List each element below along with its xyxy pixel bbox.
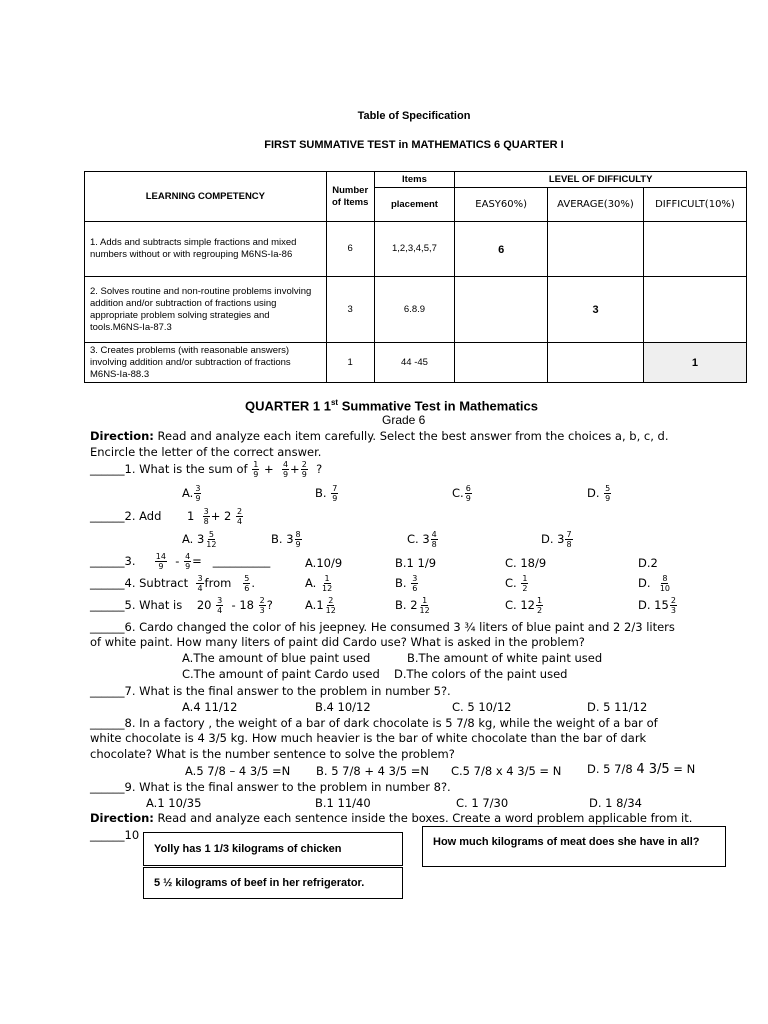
- question-2: ______2. Add 1 $\frac{3}{8}$ + 2 $\frac{2}{4}$: [90, 507, 243, 526]
- table-row: [85, 222, 747, 277]
- test-title: QUARTER 1 1st Summative Test in Mathematics: [245, 398, 538, 414]
- option-c[interactable]: C. $\frac{6}{9}$: [452, 484, 471, 503]
- option-b[interactable]: B. 5 7/8 + 4 3/5 =N: [316, 764, 430, 778]
- answer-blank[interactable]: ______: [90, 462, 125, 476]
- option-d[interactable]: D. 1 8/34: [589, 796, 642, 810]
- row-average: 3: [548, 277, 644, 343]
- direction-text: Direction: Read and analyze each item carefully. Select the best answer from the choices a, b, c, d.: [90, 429, 669, 443]
- question-8-cont2: chocolate? What is the number sentence to solve the problem?: [90, 747, 455, 761]
- fraction: $\frac{4}{9}$: [282, 460, 289, 479]
- option-b[interactable]: B.4 10/12: [315, 700, 371, 714]
- row-difficult: [643, 277, 746, 343]
- header-easy: EASY60%): [455, 188, 548, 222]
- prompt-box-3: 5 ½ kilograms of beef in her refrigerator.: [143, 867, 403, 899]
- option-b[interactable]: B.The amount of white paint used: [407, 651, 603, 665]
- row-average: [548, 222, 644, 277]
- option-b[interactable]: B.1 11/40: [315, 796, 371, 810]
- question-8-cont: white chocolate is 4 3/5 kg. How much heavier is the bar of white chocolate than the bar of dark: [90, 731, 647, 745]
- option-a[interactable]: A. $\frac{3}{9}$: [182, 484, 201, 503]
- answer-blank[interactable]: ______: [90, 620, 125, 634]
- option-b[interactable]: B. $\frac{7}{9}$: [315, 484, 338, 503]
- question-6-cont: of white paint. How many liters of paint did Cardo use? What is asked in the problem?: [90, 635, 585, 649]
- question-10: ______10: [90, 828, 140, 842]
- option-b[interactable]: B.1 1/9: [395, 556, 437, 570]
- option-d[interactable]: D. 5 11/12: [587, 700, 648, 714]
- answer-blank[interactable]: ______: [90, 780, 125, 794]
- question-4: ______4. Subtract $\frac{3}{4}$ from $\frac{5}{6}$ .: [90, 574, 256, 593]
- option-c[interactable]: C. 12 $\frac{1}{2}$: [505, 596, 543, 615]
- option-c[interactable]: C. 1 7/30: [456, 796, 509, 810]
- option-a[interactable]: A.1 10/35: [146, 796, 202, 810]
- row-number: 6: [326, 222, 374, 277]
- row-easy: [455, 343, 548, 383]
- header-placement: placement: [374, 188, 455, 222]
- direction-2-text: Direction: Read and analyze each sentence inside the boxes. Create a word problem applicable from it.: [90, 811, 693, 825]
- question-1: ______1. What is the sum of $\frac{1}{9}$ + $\frac{4}{9}$ + $\frac{2}{9}$ ?: [90, 460, 323, 479]
- answer-blank[interactable]: ______: [90, 716, 125, 730]
- table-row: [85, 277, 747, 343]
- header-difficult: DIFFICULT(10%): [643, 188, 746, 222]
- answer-blank[interactable]: ______: [90, 684, 125, 698]
- question-8: ______8. In a factory , the weight of a bar of dark chocolate is 5 7/8 kg, while the weight of a bar of: [90, 716, 658, 730]
- header-average: AVERAGE(30%): [548, 188, 644, 222]
- answer-blank[interactable]: ______: [90, 598, 125, 612]
- row-easy: [455, 277, 548, 343]
- prompt-box-2: How much kilograms of meat does she have in all?: [422, 826, 726, 867]
- row-difficult: 1: [643, 343, 746, 383]
- option-d[interactable]: D. 3 $\frac{7}{8}$: [541, 530, 572, 549]
- option-a[interactable]: A.The amount of blue paint used: [182, 651, 371, 665]
- specification-table: [84, 171, 747, 383]
- row-competency: 2. Solves routine and non-routine problems involving addition and/or subtraction of fractions using appropriate problem solving strategies and tools.M6NS-Ia-87.3: [85, 277, 327, 343]
- option-c[interactable]: C. 5 10/12: [452, 700, 512, 714]
- fraction: $\frac{2}{9}$: [301, 460, 307, 479]
- option-a[interactable]: A.1 $\frac{2}{12}$: [305, 596, 336, 615]
- row-number: 3: [326, 277, 374, 343]
- option-c[interactable]: C. 3 $\frac{4}{8}$: [407, 530, 437, 549]
- option-c[interactable]: C.The amount of paint Cardo used: [182, 667, 380, 681]
- option-d[interactable]: D.2: [638, 556, 658, 570]
- option-b[interactable]: B. 3 $\frac{8}{9}$: [271, 530, 301, 549]
- question-6: ______6. Cardo changed the color of his jeepney. He consumed 3 ¾ liters of blue paint and 2 2/3 liters: [90, 620, 675, 634]
- option-a[interactable]: A.4 11/12: [182, 700, 238, 714]
- row-competency: 1. Adds and subtracts simple fractions and mixed numbers without or with regrouping M6NS-Ia-86: [85, 222, 327, 277]
- doc-subtitle: FIRST SUMMATIVE TEST in MATHEMATICS 6 QUARTER I: [264, 139, 564, 151]
- option-d[interactable]: D. $\frac{8}{10}$: [638, 574, 671, 593]
- answer-blank[interactable]: ______: [90, 828, 125, 842]
- answer-blank[interactable]: ______: [90, 576, 125, 590]
- prompt-box-1: Yolly has 1 1/3 kilograms of chicken: [143, 832, 403, 866]
- option-a[interactable]: A. $\frac{1}{12}$: [305, 574, 333, 593]
- row-average: [548, 343, 644, 383]
- option-b[interactable]: B. $\frac{3}{6}$: [395, 574, 418, 593]
- header-competency: LEARNING COMPETENCY: [85, 172, 327, 222]
- grade-label: Grade 6: [382, 413, 426, 427]
- option-d[interactable]: D. 15 $\frac{2}{3}$: [638, 596, 676, 615]
- header-number: Number of Items: [326, 172, 374, 222]
- fraction: $\frac{1}{9}$: [253, 460, 259, 479]
- option-a[interactable]: A. 3 $\frac{5}{12}$: [182, 530, 217, 549]
- question-7: ______7. What is the final answer to the problem in number 5?.: [90, 684, 451, 698]
- option-b[interactable]: B. 2 $\frac{1}{12}$: [395, 596, 430, 615]
- row-easy: 6: [455, 222, 548, 277]
- doc-title: Table of Specification: [357, 110, 471, 122]
- answer-blank[interactable]: ______: [90, 554, 125, 568]
- question-9: ______9. What is the final answer to the problem in number 8?.: [90, 780, 451, 794]
- option-a[interactable]: A.5 7/8 – 4 3/5 =N: [185, 764, 291, 778]
- row-placement: 6.8.9: [374, 277, 455, 343]
- row-number: 1: [326, 343, 374, 383]
- header-level: LEVEL OF DIFFICULTY: [455, 172, 747, 188]
- row-difficult: [643, 222, 746, 277]
- option-c[interactable]: C. 18/9: [505, 556, 547, 570]
- option-c[interactable]: C.5 7/8 x 4 3/5 = N: [451, 764, 562, 778]
- table-row: [85, 343, 747, 383]
- option-d[interactable]: D.The colors of the paint used: [394, 667, 568, 681]
- row-competency: 3. Creates problems (with reasonable answers) involving addition and/or subtraction of fractions M6NS-Ia-88.3: [85, 343, 327, 383]
- option-a[interactable]: A.10/9: [305, 556, 343, 570]
- row-placement: 1,2,3,4,5,7: [374, 222, 455, 277]
- option-d[interactable]: D. $\frac{5}{9}$: [587, 484, 611, 503]
- question-5: ______5. What is 20 $\frac{3}{4}$ - 18 $\frac{2}{3}$ ?: [90, 596, 273, 615]
- option-d[interactable]: D. 5 7/8 4 3/5 = N: [587, 762, 696, 777]
- answer-blank[interactable]: ______: [90, 509, 125, 523]
- direction-text-cont: Encircle the letter of the correct answer.: [90, 445, 322, 459]
- header-items: Items: [374, 172, 455, 188]
- option-c[interactable]: C. $\frac{1}{2}$: [505, 574, 528, 593]
- row-placement: 44 -45: [374, 343, 455, 383]
- question-3: ______3. $\frac{14}{9}$ - $\frac{4}{9}$ = __________: [90, 552, 271, 571]
